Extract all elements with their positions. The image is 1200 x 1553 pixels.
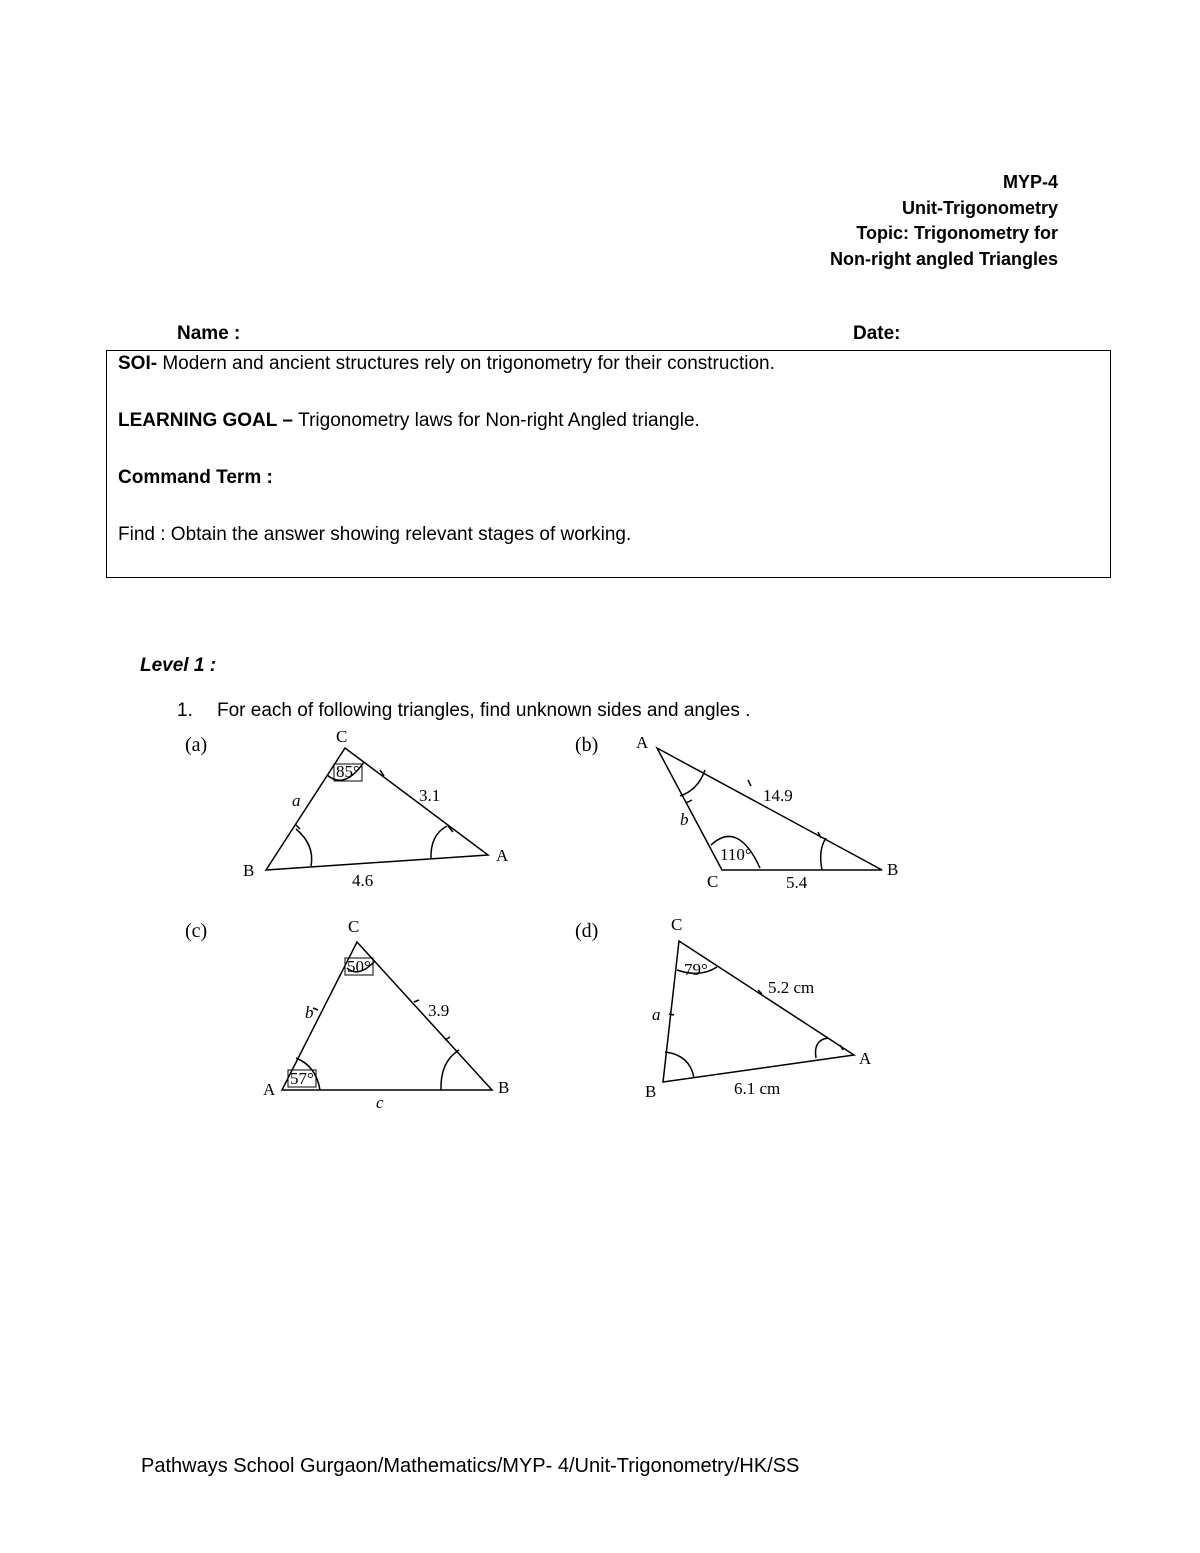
- figure-c-side-cb: 3.9: [428, 1001, 450, 1020]
- figure-b-angle-c: 110°: [720, 845, 752, 864]
- figure-c-vertex-b: B: [498, 1078, 510, 1097]
- figure-b-label: (b): [575, 734, 599, 756]
- header-topic: Topic: Trigonometry for: [856, 223, 1058, 243]
- page-footer: Pathways School Gurgaon/Mathematics/MYP- 4/Unit-Trigonometry/HK/SS: [141, 1455, 800, 1477]
- learning-goal-label: LEARNING GOAL –: [118, 410, 299, 431]
- figure-b-side-ab: 14.9: [763, 786, 793, 805]
- figure-d-label: (d): [575, 920, 599, 942]
- figure-d-vertex-a: A: [859, 1049, 872, 1068]
- figure-a-side-a: a: [292, 791, 301, 810]
- figure-d-vertex-c: C: [671, 915, 683, 934]
- figure-b-vertex-a: A: [636, 733, 649, 752]
- figure-a-label: (a): [185, 734, 208, 756]
- header-topic-cont: Non-right angled Triangles: [829, 248, 1058, 269]
- figure-b-vertex-b: B: [887, 860, 899, 879]
- figure-b-side-cb: 5.4: [786, 873, 808, 892]
- figure-c-angle-c: 50°: [347, 957, 371, 976]
- figure-b-side-b: b: [680, 810, 689, 829]
- soi-label: SOI-: [118, 353, 158, 374]
- figure-a-vertex-b: B: [243, 861, 255, 880]
- find-definition: Find : Obtain the answer showing relevant stages of working.: [118, 524, 632, 545]
- name-label: Name :: [177, 323, 241, 344]
- figure-b-vertex-c: C: [707, 872, 719, 891]
- figure-c-angle-a: 57°: [290, 1069, 314, 1088]
- figure-c-label: (c): [185, 920, 208, 942]
- figure-d-side-a: a: [652, 1005, 661, 1024]
- command-term-label: Command Term :: [118, 467, 273, 488]
- question-text: For each of following triangles, find unknown sides and angles .: [217, 700, 751, 721]
- triangle-c-shape: [282, 942, 492, 1090]
- soi-text: Modern and ancient structures rely on trigonometry for their construction.: [157, 353, 775, 374]
- header-unit: Unit-Trigonometry: [902, 197, 1058, 218]
- figure-c-side-c: c: [376, 1093, 384, 1112]
- figure-a-vertex-c: C: [336, 727, 348, 746]
- figure-a-angle-c: 85°: [336, 762, 360, 781]
- figure-a-side-ca: 3.1: [419, 786, 441, 805]
- question-number: 1.: [177, 700, 193, 721]
- figure-c-vertex-c: C: [348, 917, 360, 936]
- header-grade: MYP-4: [1002, 172, 1058, 192]
- date-label: Date:: [853, 323, 901, 344]
- figure-a-side-ba: 4.6: [352, 871, 374, 890]
- triangle-b-shape: [657, 748, 882, 870]
- learning-goal-text: Trigonometry laws for Non-right Angled triangle.: [298, 410, 700, 431]
- figure-d-side-ca: 5.2 cm: [768, 978, 815, 997]
- level-title: Level 1 :: [140, 655, 217, 676]
- figure-d-vertex-b: B: [645, 1082, 657, 1101]
- figure-c-side-b: b: [305, 1003, 314, 1022]
- figure-a-vertex-a: A: [496, 846, 509, 865]
- figure-c-vertex-a: A: [263, 1080, 276, 1099]
- figure-d-angle-c: 79°: [684, 960, 708, 979]
- figure-d-side-ba: 6.1 cm: [734, 1079, 781, 1098]
